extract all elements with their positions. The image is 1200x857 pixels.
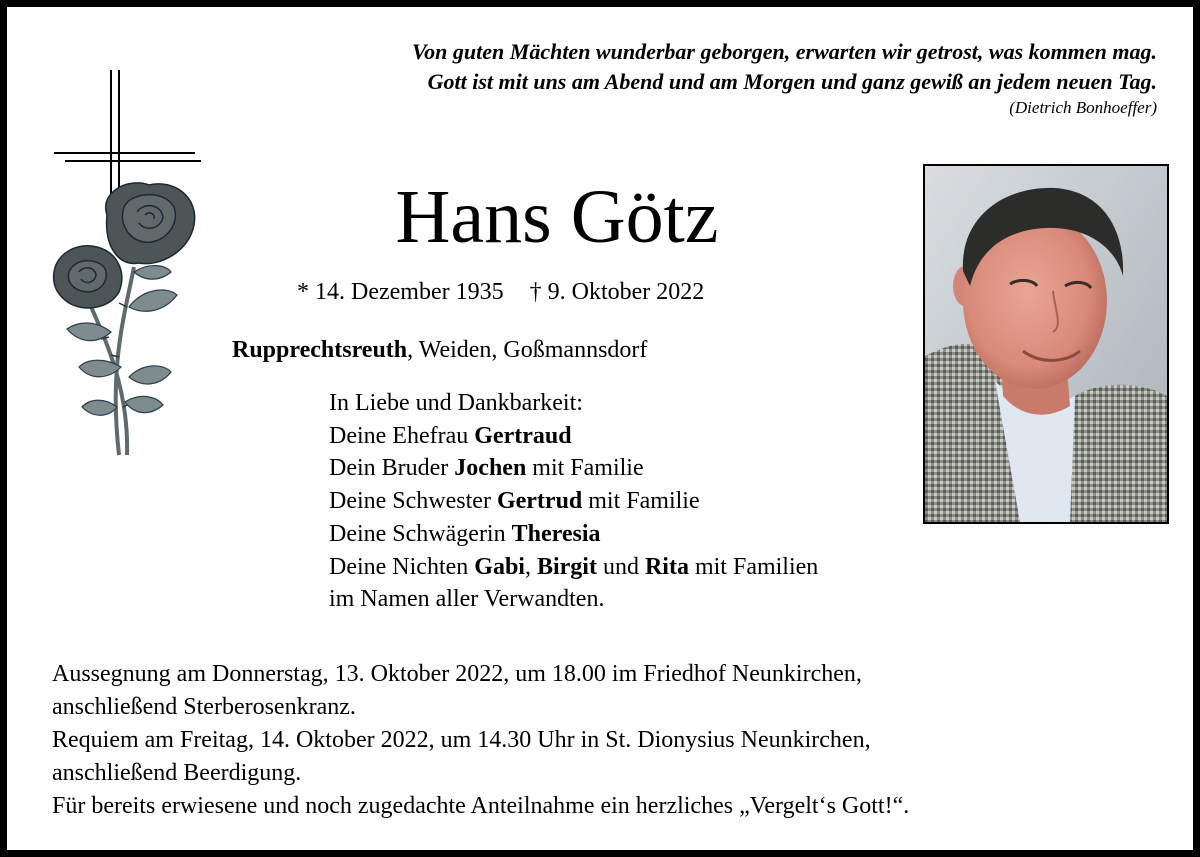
mourner-name: Jochen (454, 455, 527, 482)
mourners-list (329, 387, 818, 616)
relation-suffix: mit Familien (688, 553, 819, 580)
service-line-4: anschließend Beerdigung. (52, 760, 302, 786)
mourner-name: Theresia (511, 520, 601, 547)
place-main: Rupprechtsreuth (232, 337, 408, 363)
separator-text: , (524, 553, 537, 580)
mourner-line (329, 518, 818, 551)
relation-text: Deine Nichten (329, 553, 475, 580)
relation-text: Deine Ehefrau (329, 422, 475, 449)
quote-author: (Dietrich Bonhoeffer) (1009, 98, 1157, 117)
birth-date: * 14. Dezember 1935 (297, 279, 504, 305)
places-line (232, 333, 647, 367)
relation-text: Deine Schwägerin (329, 520, 512, 547)
mourners-intro: In Liebe und Dankbarkeit: (329, 390, 583, 416)
mourner-name: Gertrud (496, 488, 583, 515)
service-line-5: Für bereits erwiesene und noch zugedachte Anteilnahme ein herzliches „Vergelt‘s Gott!“. (52, 793, 910, 819)
service-line-3: Requiem am Freitag, 14. Oktober 2022, um 14.30 Uhr in St. Dionysius Neunkirchen, (52, 727, 871, 753)
quote-line-2: Gott ist mit uns am Abend und am Morgen und ganz gewiß an jedem neuen Tag. (427, 69, 1157, 94)
service-info (52, 658, 909, 823)
relation-text: Deine Schwester (329, 488, 497, 515)
life-dates (297, 275, 704, 309)
mourner-line (329, 452, 818, 485)
relation-suffix: mit Familie (582, 488, 700, 515)
deceased-name: Hans Götz (395, 175, 719, 259)
quote-line-1: Von guten Mächten wunderbar geborgen, erwarten wir getrost, was kommen mag. (411, 39, 1157, 64)
portrait-photo (923, 164, 1169, 524)
service-line-1: Aussegnung am Donnerstag, 13. Oktober 2022, um 18.00 im Friedhof Neunkirchen, (52, 661, 862, 687)
mourner-name: Birgit (536, 553, 597, 580)
mourner-name: Rita (644, 553, 689, 580)
places-rest: , Weiden, Goßmannsdorf (407, 337, 648, 363)
mourner-line (329, 485, 818, 518)
mourner-line (329, 551, 818, 584)
service-line-2: anschließend Sterberosenkranz. (52, 694, 356, 720)
death-date: † 9. Oktober 2022 (529, 279, 705, 305)
mourner-name: Gabi (474, 553, 525, 580)
cross-with-roses-icon (49, 67, 209, 462)
relation-text: Dein Bruder (329, 455, 455, 482)
mourner-line (329, 420, 818, 453)
relation-suffix: mit Familie (526, 455, 644, 482)
mourner-name: Gertraud (474, 422, 572, 449)
separator-text: und (596, 553, 645, 580)
mourners-closing: im Namen aller Verwandten. (329, 586, 605, 613)
quote-block (412, 37, 1157, 119)
